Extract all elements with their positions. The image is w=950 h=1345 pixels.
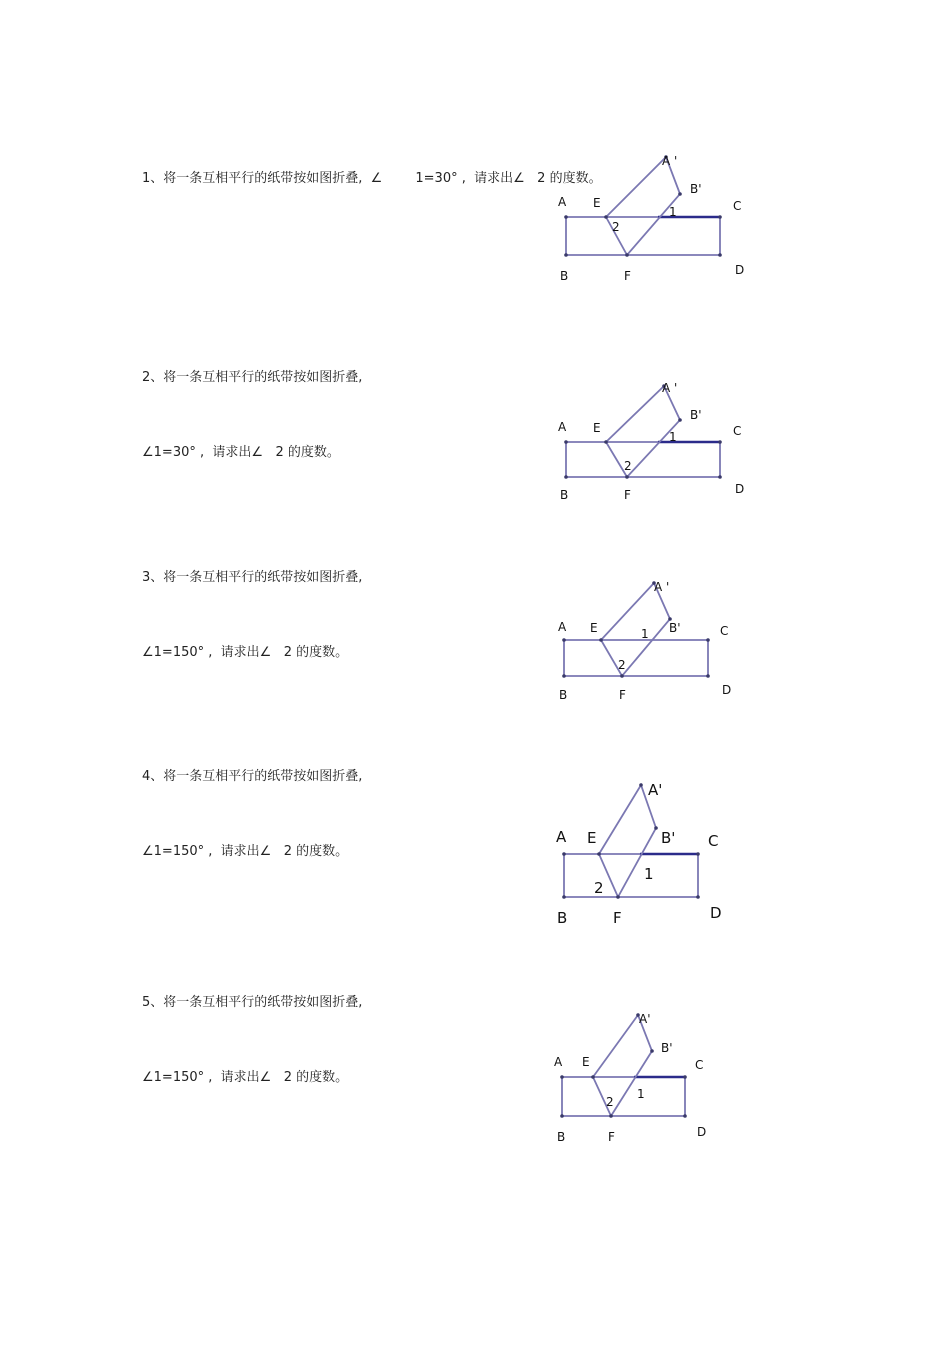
label-B-prime: B': [669, 621, 681, 635]
label-C: C: [708, 832, 719, 850]
label-angle-2: 2: [624, 459, 632, 473]
label-C: C: [733, 199, 742, 213]
problem-2-line-1: 2、将一条互相平行的纸带按如图折叠,: [142, 370, 363, 385]
label-D: D: [735, 263, 745, 277]
label-B: B: [560, 269, 569, 283]
label-E: E: [582, 1055, 590, 1069]
problem-3-line-2: ∠1=150° , 请求出∠ 2 的度数。: [142, 645, 349, 660]
problem-5-line-2: ∠1=150° , 请求出∠ 2 的度数。: [142, 1070, 349, 1085]
problem-4-line-2: ∠1=150° , 请求出∠ 2 的度数。: [142, 844, 349, 859]
label-B: B: [557, 909, 568, 927]
label-angle-2: 2: [612, 220, 620, 234]
problem-1-figure: [540, 145, 760, 285]
label-D: D: [735, 482, 745, 496]
label-angle-2: 2: [594, 879, 604, 897]
label-E: E: [593, 421, 601, 435]
problem-2-text: [142, 315, 362, 515]
label-A-prime: A ': [662, 154, 678, 168]
label-B: B: [557, 1130, 566, 1144]
label-C: C: [695, 1058, 704, 1072]
label-B: B: [560, 488, 569, 502]
label-A-prime: A': [648, 781, 663, 799]
problem-3-text: [142, 515, 362, 715]
label-D: D: [710, 904, 722, 922]
label-F: F: [613, 909, 622, 927]
label-A: A: [558, 420, 567, 434]
label-B-prime: B': [661, 1041, 673, 1055]
problem-2-line-2: ∠1=30° , 请求出∠ 2 的度数。: [142, 445, 340, 460]
label-F: F: [624, 488, 631, 502]
label-B-prime: B': [690, 182, 702, 196]
problem-4-text: [142, 714, 362, 914]
label-A: A: [554, 1055, 563, 1069]
label-E: E: [590, 621, 598, 635]
label-A: A: [558, 620, 567, 634]
label-B: B: [559, 688, 568, 702]
label-angle-1: 1: [669, 430, 677, 444]
label-D: D: [722, 683, 732, 697]
label-angle-1: 1: [641, 627, 649, 641]
label-A: A: [556, 828, 567, 846]
problem-3-line-1: 3、将一条互相平行的纸带按如图折叠,: [142, 570, 363, 585]
label-angle-1: 1: [644, 865, 654, 883]
label-F: F: [619, 688, 626, 702]
label-A: A: [558, 195, 567, 209]
label-angle-2: 2: [618, 658, 626, 672]
label-E: E: [593, 196, 601, 210]
label-angle-2: 2: [606, 1095, 614, 1109]
problem-1-text: [142, 116, 602, 241]
label-angle-1: 1: [669, 205, 677, 219]
label-angle-1: 1: [637, 1087, 645, 1101]
label-A-prime: A': [639, 1012, 651, 1026]
label-F: F: [608, 1130, 615, 1144]
label-C: C: [733, 424, 742, 438]
label-E: E: [587, 829, 597, 847]
problem-5-figure: [540, 1005, 760, 1145]
problem-2-figure: [540, 375, 760, 505]
problem-5-line-1: 5、将一条互相平行的纸带按如图折叠,: [142, 995, 363, 1010]
problem-5-text: [142, 940, 362, 1140]
label-B-prime: B': [661, 829, 676, 847]
label-A-prime: A ': [662, 381, 678, 395]
label-A-prime: A ': [654, 580, 670, 594]
problem-4-figure: [540, 775, 760, 935]
label-D: D: [697, 1125, 707, 1139]
problem-1-line-1: 1、将一条互相平行的纸带按如图折叠, ∠ 1=30° , 请求出∠ 2 的度数。: [142, 171, 602, 186]
problem-4-line-1: 4、将一条互相平行的纸带按如图折叠,: [142, 769, 363, 784]
label-B-prime: B': [690, 408, 702, 422]
label-C: C: [720, 624, 729, 638]
label-F: F: [624, 269, 631, 283]
problem-3-figure: [540, 575, 760, 705]
